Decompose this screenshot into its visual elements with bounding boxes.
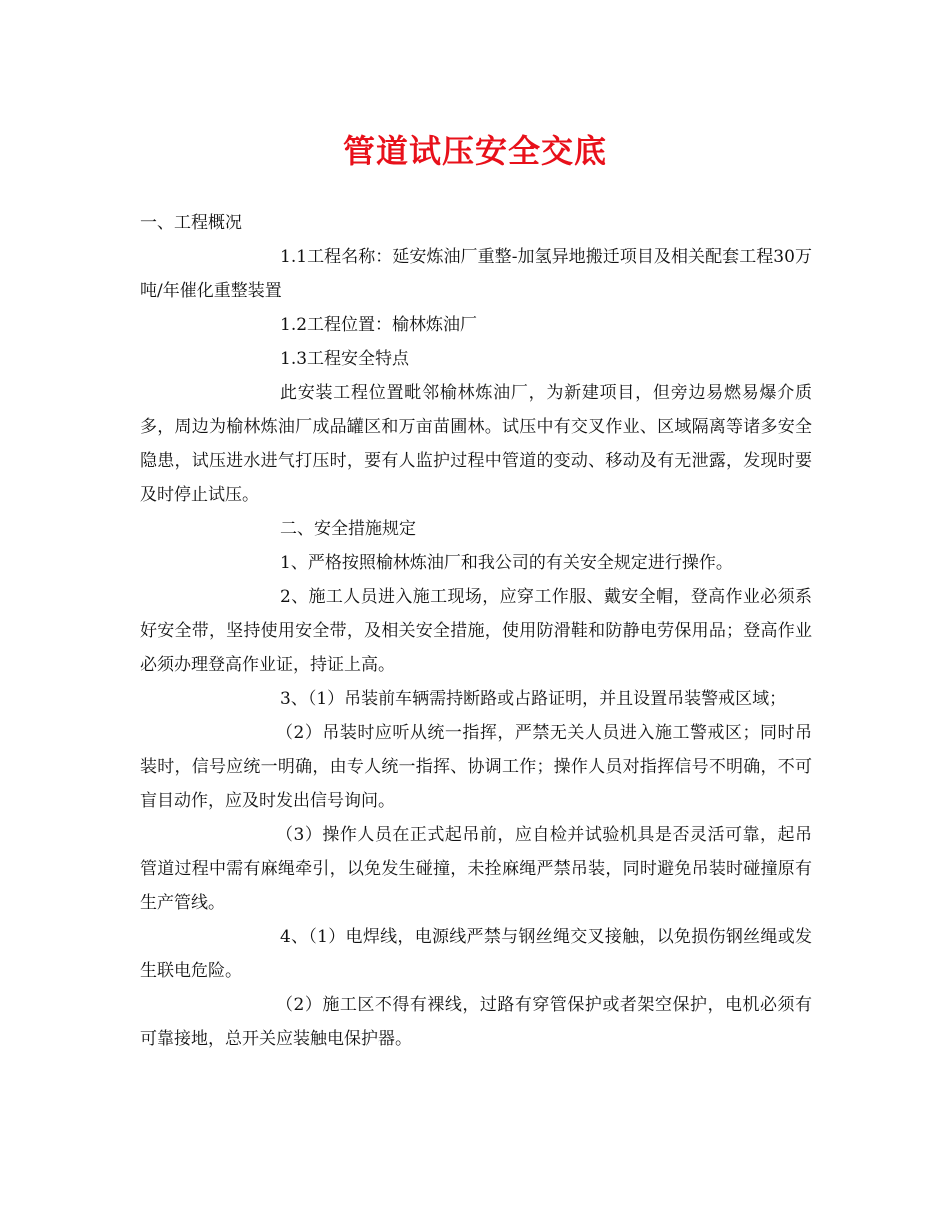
section-heading-measures: 二、安全措施规定 [280, 519, 416, 539]
paragraph-measure-3-3: （3）操作人员在正式起吊前，应自检并试验机具是否灵活可靠，起吊管道过程中需有麻绳牵引，以免发生碰撞，未拴麻绳严禁吊装，同时避免吊装时碰撞原有生产管线。 [140, 825, 812, 913]
paragraph-measure-1: 1、严格按照榆林炼油厂和我公司的有关安全规定进行操作。 [280, 553, 733, 573]
section-heading-overview: 一、工程概况 [140, 213, 242, 233]
document-body [140, 206, 812, 1056]
page-title: 管道试压安全交底 [342, 132, 607, 170]
paragraph-safety-features: 此安装工程位置毗邻榆林炼油厂，为新建项目，但旁边易燃易爆介质多，周边为榆林炼油厂成品罐区和万亩苗圃林。试压中有交叉作业、区域隔离等诸多安全隐患，试压进水进气打压时，要有人监护过程中管道的变动、移动及有无泄露，发现时要及时停止试压。 [140, 383, 812, 505]
paragraph-project-name: 1.1工程名称：延安炼油厂重整-加氢异地搬迁项目及相关配套工程30万吨/年催化重整装置 [140, 247, 812, 301]
paragraph-safety-features-heading: 1.3工程安全特点 [280, 349, 410, 369]
paragraph-measure-3-1: 3、（1）吊装前车辆需持断路或占路证明，并且设置吊装警戒区域； [280, 689, 787, 709]
paragraph-measure-3-2: （2）吊装时应听从统一指挥，严禁无关人员进入施工警戒区；同时吊装时，信号应统一明确，由专人统一指挥、协调工作；操作人员对指挥信号不明确，不可盲目动作，应及时发出信号询问。 [140, 723, 812, 811]
paragraph-measure-4-2: （2）施工区不得有裸线，过路有穿管保护或者架空保护，电机必须有可靠接地，总开关应装触电保护器。 [140, 995, 812, 1049]
paragraph-project-location: 1.2工程位置：榆林炼油厂 [280, 315, 478, 335]
paragraph-measure-4-1: 4、（1）电焊线，电源线严禁与钢丝绳交叉接触，以免损伤钢丝绳或发生联电危险。 [140, 927, 812, 981]
paragraph-measure-2: 2、施工人员进入施工现场，应穿工作服、戴安全帽，登高作业必须系好安全带，坚持使用安全带，及相关安全措施，使用防滑鞋和防静电劳保用品；登高作业必须办理登高作业证，持证上高。 [140, 587, 812, 675]
